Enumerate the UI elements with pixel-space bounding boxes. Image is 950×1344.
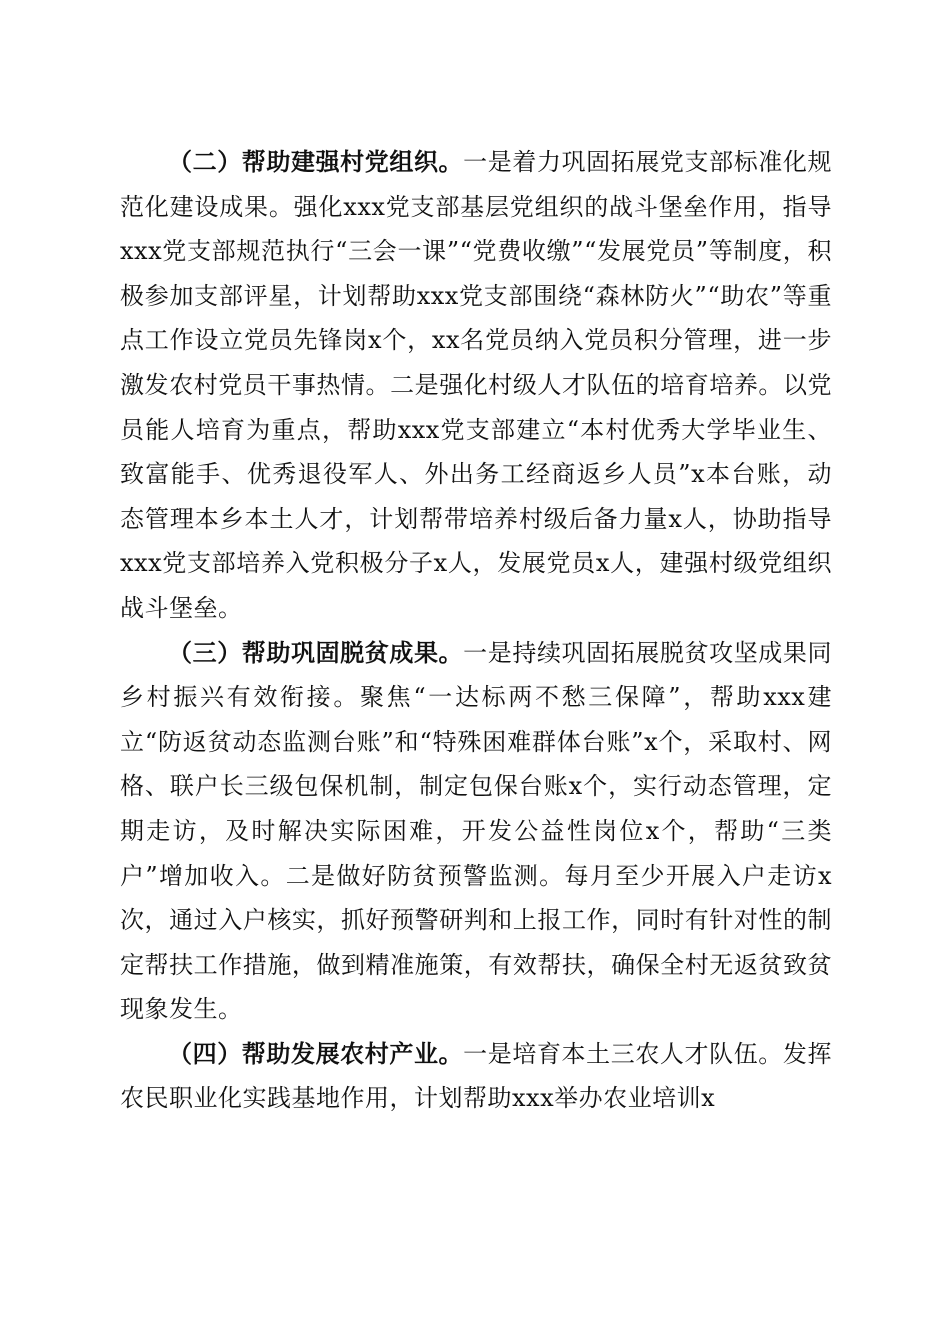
section-heading: （三）帮助巩固脱贫成果。 bbox=[168, 637, 464, 667]
paragraph-develop-rural-industry bbox=[120, 1032, 832, 1121]
paragraph-text: 一是持续巩固拓展脱贫攻坚成果同乡村振兴有效衔接。聚焦“一达标两不愁三保障”，帮助xxx建立“防返贫动态监测台账”和“特殊困难群体台账”x个，采取村、网格、联户长三级包保机制，制定包保台账x个，实行动态管理，定期走访，及时解决实际困难，开发公益性岗位x个，帮助“三类户”增加收入。二是做好防贫预警监测。每月至少开展入户走访x次，通过入户核实，抓好预警研判和上报工作，同时有针对性的制定帮扶工作措施，做到精准施策，有效帮扶，确保全村无返贫致贫现象发生。 bbox=[120, 638, 833, 1024]
document-body bbox=[120, 140, 832, 1121]
paragraph-text: 一是着力巩固拓展党支部标准化规范化建设成果。强化xxx党支部基层党组织的战斗堡垒作用，指导xxx党支部规范执行“三会一课”“党费收缴”“发展党员”等制度，积极参加支部评星，计划帮助xxx党支部围绕“森林防火”“助农”等重点工作设立党员先锋岗x个，xx名党员纳入党员积分管理，进一步激发农村党员干事热情。二是强化村级人才队伍的培育培养。以党员能人培育为重点，帮助xxx党支部建立“本村优秀大学毕业生、致富能手、优秀退役军人、外出务工经商返乡人员”x本台账，动态管理本乡本土人才，计划帮带培养村级后备力量x人，协助指导xxx党支部培养入党积极分子x人，发展党员x人，建强村级党组织战斗堡垒。 bbox=[120, 148, 833, 622]
paragraph-strengthen-party-organization bbox=[120, 140, 832, 631]
section-heading: （四）帮助发展农村产业。 bbox=[168, 1038, 464, 1068]
paragraph-consolidate-poverty-results bbox=[120, 631, 832, 1032]
paragraph-text: 一是培育本土三农人才队伍。发挥农民职业化实践基地作用，计划帮助xxx举办农业培训x bbox=[120, 1039, 833, 1113]
section-heading: （二）帮助建强村党组织。 bbox=[168, 147, 464, 176]
